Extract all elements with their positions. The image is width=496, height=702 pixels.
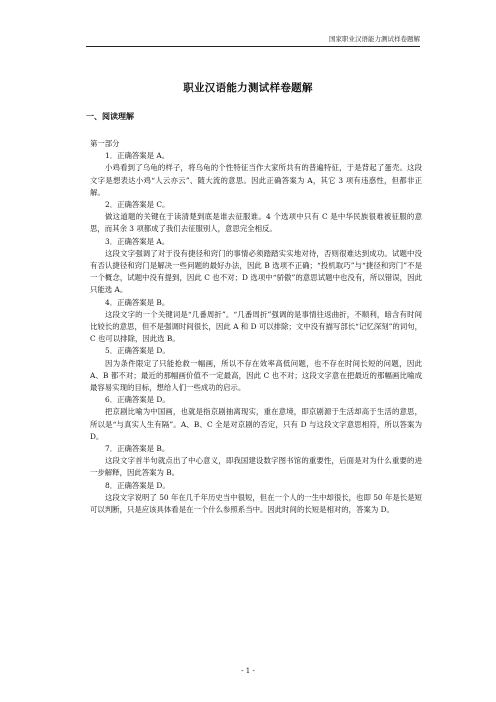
explanation-1: 小鸡看到了乌龟的样子，将乌龟的个性特征当作大家所共有的普遍特征，于是背起了蛋壳。这段文字是想表达小鸡“人云亦云”、随大流的意思。因此正确答案为 A，其它 3 项有违惑性，但都非正解。	[90, 163, 422, 197]
page-number: - 1 -	[241, 667, 255, 675]
part-label: 第一部分	[90, 139, 120, 148]
answer-5: 5．正确答案是 D。	[105, 346, 170, 356]
answer-4: 4．正确答案是 B。	[105, 297, 170, 307]
document-body	[90, 138, 422, 516]
answer-7: 7．正确答案是 B。	[105, 444, 170, 454]
answer-8: 8．正确答案是 D。	[105, 480, 170, 490]
explanation-6: 把京剧比喻为中国画，也就是指京剧抽离现实，重在意境，即京剧源于生活却高于生活的意思，所以是“与真实人生有隔”。A、B、C 全是对京剧的否定，只有 D 与这段文字意思相符，所以答案为 D。	[90, 407, 422, 441]
explanation-4: 这段文字的一个关键词是“几番周折”。“几番周折”强调的是事情往返曲折，不顺利，暗含有时间比较长的意思，但不是强调时间很长，因此 A 和 D 可以排除；文中没有描写部长“记忆深刻”的词句，C 也可以排除，因此选 B。	[90, 309, 422, 344]
explanation-8: 这段文字说明了 50 年在几千年历史当中很短，但在一个人的一生中却很长，也即 50 年是长是短可以判断，只是应该具体看是在一个什么参照系当中。因此时间的长短是相对的，答案为 D。	[90, 492, 422, 515]
section-heading: 一、阅读理解	[86, 111, 134, 121]
explanation-3: 这段文字强调了对于没有捷径和窍门的事情必须踏踏实实地对待，否则很难达到成功。试题中没有否认捷径和窍门是解决一些问题的最好办法，因此 B 选项不正确；“投机取巧”与“捷径和窍门”不是一个概念，试题中没有提到，因此 C 也不对；D 选项中“骄傲”的意思试题中也没有，所以错误，因此只能选 A。	[90, 248, 422, 295]
answer-2: 2．正确答案是 C。	[105, 200, 170, 210]
explanation-7: 这段文字首半句就点出了中心意义，即我国建设数字图书馆的重要性，后面是对为什么重要的进一步解释，因此答案为 B。	[90, 456, 422, 478]
running-header	[86, 34, 420, 47]
running-header-title: 国家职业汉语能力测试样卷题解	[329, 35, 420, 43]
answer-3: 3．正确答案是 A。	[105, 236, 170, 246]
explanation-2: 做这道题的关键在于读清楚到底是谁去征服谁。4 个选项中只有 C 是中华民族很难被征服的意思，而其余 3 项都成了我们去征服别人，意思完全相反。	[90, 212, 422, 234]
explanation-5: 因为条件限定了只能抢救一幅画，所以不存在效率高低问题，也不存在时间长短的问题，因此 A、B 都不对；最近的那幅画价值不一定最高，因此 C 也不对；这段文字意在把最近的那幅画比喻成最容易实现的目标，想给人们一些成功的启示。	[90, 358, 422, 393]
answer-1: 1．正确答案是 A。	[105, 151, 170, 161]
answer-6: 6．正确答案是 D。	[105, 395, 170, 405]
document-title: 职业汉语能力测试样卷题解	[183, 82, 313, 94]
